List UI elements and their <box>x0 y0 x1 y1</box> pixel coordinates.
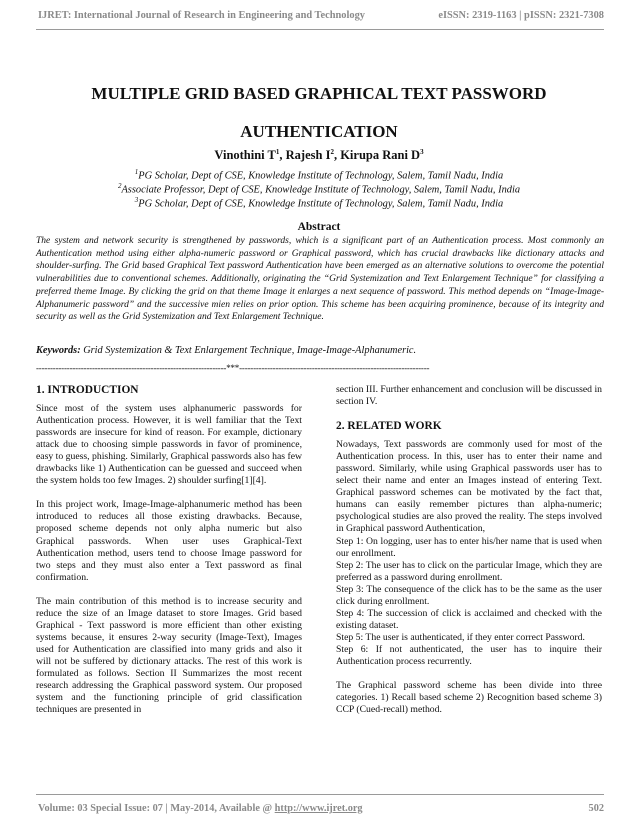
step-2: Step 2: The user has to click on the particular Image, which they are preferred as a password during enrollment. <box>336 559 602 583</box>
intro-paragraph-3: The main contribution of this method is to increase security and reduce the size of an Image dataset to store Images. Grid based Graphical - Text password is more efficient than other existing systems because, it ensures 2-way security (Image-Text), Images used for Authentication are classified into many grids and also it will not be suffered by dictionary attacks. The rest of this work is formulated as follows. Section II Summarizes the most recent research addressing the Graphical password system. Our proposed system and the functioning principle of grid classification techniques are presented in <box>36 595 302 716</box>
journal-link[interactable]: http://www.ijret.org <box>274 803 363 814</box>
author-2: Rajesh I <box>285 148 331 163</box>
affiliation-2 <box>40 182 598 195</box>
affiliation-1 <box>40 168 598 181</box>
header-rule <box>36 29 604 30</box>
author-sep-2: , <box>333 148 341 163</box>
related-work-intro: Nowadays, Text passwords are commonly used for most of the Authentication process. In this, user has to enter their name and password. Similarly, while using Graphical passwords user has to select their name and enter an Images instead of entering Text. Graphical password schemes can be motivated by the fact that, humans can easily remember pictures than alpha-numeric; psychological studies are also proved the reality. The steps involved in Graphical password Authentication, <box>336 439 602 535</box>
step-3: Step 3: The consequence of the click has to be the same as the user click during enrollment. <box>336 583 602 607</box>
footer-rule <box>36 794 604 795</box>
footer-text: Volume: 03 Special Issue: 07 | May-2014, Available @ <box>38 803 275 814</box>
keywords <box>36 345 604 356</box>
journal-header: IJRET: International Journal of Research in Engineering and Technology <box>38 10 365 21</box>
abstract-heading: Abstract <box>297 221 341 233</box>
issn-header: eISSN: 2319-1163 | pISSN: 2321-7308 <box>438 10 604 21</box>
footer-volume <box>38 803 363 814</box>
step-5: Step 5: The user is authenticated, if they enter correct Password. <box>336 631 585 643</box>
paper-title <box>40 82 598 144</box>
author-2-sup: 2 <box>330 148 334 156</box>
author-list <box>40 148 598 163</box>
abstract-text: The system and network security is strengthened by passwords, which is a significant part of an Authentication process. Most commonly an Authentication method using either alpha-numeric password or Graphical password, which has crucial drawbacks like dictionary attacks and shoulder-surfing. The Grid based Graphical Text password Authentication have been emerged as an alternative solutions to overcome the potential vulnerabilities due to conventional schemes. Additionally, originating the “Grid Systemization and Text Enlargement Technique” for classifying a preferred theme Image. By clicking the grid on that theme Image it enlarges a next sequence of password. This method depends on “Image-Image-Alphanumeric password” and the successive mien relies on prior option. This scheme has been acquiring prominence, because of its integrity and security as well as the Grid Systemization and Text Enlargement Technique. <box>36 236 604 323</box>
author-3: Kirupa Rani D <box>340 148 421 163</box>
step-6: Step 6: If not authenticated, the user has to inquire their Authentication process recurrently. <box>336 643 602 667</box>
affiliation-1-sup: 1 <box>134 168 139 176</box>
affiliation-3-text: PG Scholar, Dept of CSE, Knowledge Institute of Technology, Salem, Tamil Nadu, India <box>138 198 504 210</box>
keywords-label: Keywords: <box>36 345 81 356</box>
affiliation-3-sup: 3 <box>134 196 139 204</box>
author-1: Vinothini T <box>214 148 276 163</box>
intro-paragraph-1: Since most of the system uses alphanumeric passwords for Authentication process. However, it is well familiar that the Text passwords are insecure for kind of reason. For example, dictionary attack due to choosing simple passwords in favor of prominence, easy to guess, phishing. Similarly, Graphical passwords also has few drawbacks like 1) Authentication can be guessed and succeed when the system holds too few Images. 2) shoulder surfing[1][4]. <box>36 403 302 487</box>
affiliation-2-text: Associate Professor, Dept of CSE, Knowledge Institute of Technology, Salem, Tamil Nadu, India <box>121 184 521 196</box>
intro-paragraph-2: In this project work, Image-Image-alphanumeric method has been introduced to reduces all those existing drawbacks. Because, proposed scheme depends not only alpha numeric but also Graphical passwords. When user uses Graphical-Text Authentication method, users tend to choose Image password for two steps and they must also enter a Text password as final confirmation. <box>36 499 302 583</box>
affiliation-1-text: PG Scholar, Dept of CSE, Knowledge Institute of Technology, Salem, Tamil Nadu, India <box>138 170 504 182</box>
right-column <box>336 384 602 728</box>
step-1: Step 1: On logging, user has to enter his/her name that is used when our enrollment. <box>336 535 602 559</box>
title-line-1: MULTIPLE GRID BASED GRAPHICAL TEXT PASSWORD <box>91 84 547 103</box>
step-4: Step 4: The succession of click is acclaimed and checked with the existing dataset. <box>336 607 602 631</box>
section-separator: --------------------------------------------------------------------***-------------------------------------------------------------------- <box>36 363 430 373</box>
intro-continuation: section III. Further enhancement and conclusion will be discussed in section IV. <box>336 384 602 408</box>
author-3-sup: 3 <box>420 148 424 156</box>
affiliation-3 <box>40 196 598 209</box>
author-1-sup: 1 <box>275 148 280 156</box>
related-work-closing: The Graphical password scheme has been divide into three categories. 1) Recall based scheme 2) Recognition based scheme 3) CCP (Cued-recall) method. <box>336 680 602 716</box>
title-line-2: AUTHENTICATION <box>240 122 398 141</box>
affiliation-2-sup: 2 <box>117 182 122 190</box>
author-sep-1: , <box>279 148 286 163</box>
page-number: 502 <box>588 803 604 814</box>
keywords-text: Grid Systemization & Text Enlargement Technique, Image-Image-Alphanumeric. <box>80 345 417 356</box>
left-column <box>36 384 302 728</box>
section-heading-introduction: 1. INTRODUCTION <box>36 384 139 396</box>
section-heading-related-work: 2. RELATED WORK <box>336 420 442 433</box>
